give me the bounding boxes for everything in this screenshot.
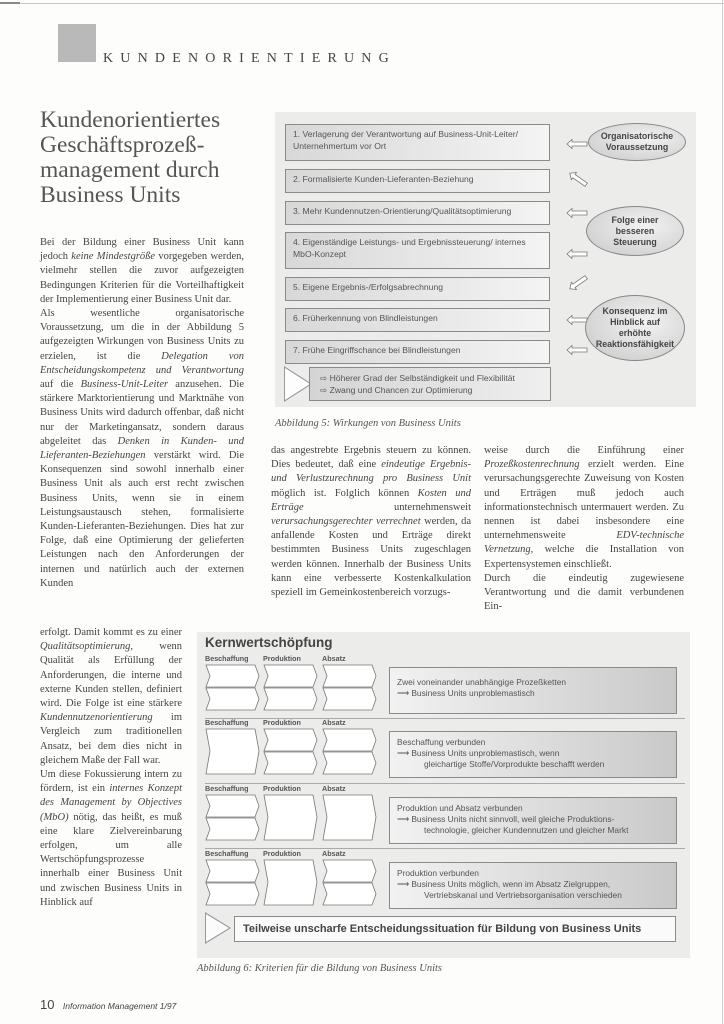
- magazine-name: Information Management 1/97: [62, 1001, 177, 1011]
- arrow-left-icon: [566, 139, 588, 149]
- criteria-description: [389, 862, 677, 909]
- stage-label: Absatz: [322, 784, 346, 793]
- title-line: Kundenorientiertes: [40, 107, 221, 133]
- figure-6-caption: Abbildung 6: Kriterien für die Bildung von Business Units: [197, 963, 442, 974]
- criteria-line: ⟶ Business Units unproblemastisch: [397, 688, 535, 698]
- long-arrow-icon: ⟶: [397, 879, 412, 889]
- criteria-description: [389, 731, 677, 778]
- criteria-line: gleichartige Stoffe/Vorprodukte beschafft werden: [424, 759, 605, 769]
- stage-label: Beschaffung: [205, 718, 249, 727]
- paragraph: Um diese Fokussierung intern zu fördern, ist ein internes Konzept des Management by Objectives (MbO) nötig, das heißt, es muß eine klare Zielvereinbarung erfolgen, um alle Wertschöpfungsprozesse innerhalb einer Business Unit und zwischen Business Units in Hinblick auf: [40, 769, 182, 908]
- arrow-diagonal-icon: [566, 169, 590, 190]
- ellipse-folge-steuerung: Folge einer besseren Steuerung: [586, 206, 684, 256]
- process-chain-chevrons: [205, 728, 380, 776]
- page-footer: [40, 996, 176, 1014]
- effect-item-2: 2. Formalisierte Kunden-Lieferanten-Beziehung: [285, 169, 550, 193]
- criteria-line: technologie, gleicher Kundennutzen und gleicher Markt: [424, 825, 629, 835]
- criteria-row-1: [197, 654, 690, 714]
- column-3: [484, 444, 684, 614]
- effect-conclusion: [309, 367, 551, 401]
- top-rule: [0, 3, 724, 4]
- paragraph: Durch die eindeutig zugewiesene Verantwortung und die damit verbundenen Ein-: [484, 572, 684, 613]
- effect-item-3: 3. Mehr Kundennutzen-Orientierung/Qualitätsoptimierung: [285, 201, 550, 225]
- stage-label: Produktion: [263, 849, 301, 858]
- paragraph: das angestrebte Ergebnis steuern zu können. Dies bedeutet, daß eine eindeutige Ergebnis- und Verlustzurechnung pro Business Unit möglich ist. Folglich können Kosten und Erträge unternehmensweit verursachungsgerechter verrechnet werden, da anfallende Kosten und Erträge direkt bestimmten Business Units zugeschlagen werden können. Innerhalb der Business Units kann eine verbesserte Kostenkalkulation speziell im Gemeinkostenbereich vorzugs-: [271, 445, 472, 599]
- criteria-line: ⟶ Business Units unproblemastisch, wenn: [397, 748, 560, 758]
- long-arrow-icon: ⟶: [397, 688, 412, 698]
- arrow-left-icon: [566, 345, 588, 355]
- criteria-row-3: [197, 784, 690, 846]
- criteria-head: Beschaffung verbunden: [397, 737, 486, 747]
- figure-5-caption: Abbildung 5: Wirkungen von Business Units: [275, 418, 461, 429]
- title-line: Business Units: [40, 182, 181, 208]
- section-marker: [58, 24, 96, 62]
- effect-item-6: 6. Früherkennung von Blindleistungen: [285, 308, 550, 332]
- column-2: [271, 444, 471, 600]
- criteria-line: Vertriebskanal und Vertriebsorganisation verschieden: [424, 890, 622, 900]
- stage-label: Beschaffung: [205, 849, 249, 858]
- article-title: [40, 108, 270, 208]
- effect-item-4: 4. Eigenständige Leistungs- und Ergebnissteuerung/ internes MbO-Konzept: [285, 232, 550, 269]
- stage-label: Absatz: [322, 849, 346, 858]
- figure-6: [197, 632, 690, 958]
- stage-label: Produktion: [263, 784, 301, 793]
- triangle-pointer-inner: [206, 914, 229, 942]
- effect-item-1: 1. Verlagerung der Verantwortung auf Business-Unit-Leiter/ Unternehmertum vor Ort: [285, 124, 550, 161]
- conclusion-line: ⇨ Zwang und Chancen zur Optimierung: [320, 385, 473, 395]
- effect-item-5: 5. Eigene Ergebnis-/Erfolgsabrechnung: [285, 277, 550, 301]
- process-chain-chevrons: [205, 794, 380, 842]
- arrow-diagonal-icon: [566, 273, 590, 294]
- arrow-left-icon: [566, 208, 588, 218]
- triangle-pointer-inner: [285, 368, 310, 400]
- title-line: management durch: [40, 157, 220, 183]
- section-label: KUNDENORIENTIERUNG: [103, 51, 396, 66]
- arrow-left-icon: [566, 249, 588, 259]
- criteria-conclusion: Teilweise unscharfe Entscheidungssituation für Bildung von Business Units: [234, 916, 676, 942]
- stage-label: Absatz: [322, 718, 346, 727]
- criteria-line: ⟶ Business Units nicht sinnvoll, weil gleiche Produktions-: [397, 814, 615, 824]
- criteria-row-2: [197, 718, 690, 780]
- paragraph: weise durch die Einführung einer Prozeßkostenrechnung erzielt werden. Eine verursachungsgerechte Zuweisung von Kosten und Erträgen muß jedoch auch informationstechnisch untermauert werden. Zu nennen ist dabei insbesondere eine unternehmensweite EDV-technische Vernetzung, welche die Installation von Expertensystemen einschließt.: [484, 445, 684, 570]
- page-number: 10: [40, 997, 55, 1012]
- long-arrow-icon: ⟶: [397, 748, 412, 758]
- criteria-description: [389, 797, 677, 844]
- stage-label: Absatz: [322, 654, 346, 663]
- criteria-head: Produktion und Absatz verbunden: [397, 803, 523, 813]
- column-1-upper: [40, 236, 244, 591]
- paragraph: Bei der Bildung einer Business Unit kann jedoch keine Mindestgröße vorgegeben werden, vielmehr stellen die zuvor aufgezeigten Bedingungen Kriterien für die Vorteilhaftigkeit der Implementierung einer Business Unit dar.: [40, 237, 244, 305]
- page-edge: [722, 0, 723, 1024]
- figure-6-title: Kernwertschöpfung: [205, 635, 333, 650]
- long-arrow-icon: ⟶: [397, 814, 412, 824]
- figure-5: [275, 112, 696, 407]
- criteria-line: ⟶ Business Units möglich, wenn im Absatz Zielgruppen,: [397, 879, 611, 889]
- paragraph: Als wesentliche organisatorische Voraussetzung, um die in der Abbildung 5 aufgezeigten Wirkungen von Business Units zu erzielen, ist die Delegation von Entscheidungskompetenz und Verantwortung auf die Business-Unit-Leiter anzusehen. Die stärkere Marktorientierung und Marktnähe von Business Units wird dadurch offenbar, daß nicht nur der Marketingansatz, sondern daraus abgeleitet das Denken in Kunden- und Lieferanten-Beziehungen verstärkt wird. Die Konsequenzen sind sowohl innerhalb einer Business Unit als auch erst recht zwischen Business Units, wenn sie in einem Leistungsaustausch stehen, formalisierte Kunden-Lieferanten-Beziehungen. Dies hat zur Folge, daß eine Optimierung der gelieferten Leistungen nach den Anforderungen der internen und natürlich auch der externen Kunden: [40, 308, 244, 589]
- effect-item-7: 7. Frühe Eingriffschance bei Blindleistungen: [285, 340, 550, 364]
- criteria-description: [389, 667, 677, 714]
- criteria-row-4: [197, 849, 690, 911]
- column-1-lower: [40, 626, 182, 910]
- ellipse-organisatorische-voraussetzung: Organisatorische Voraussetzung: [588, 123, 686, 161]
- stage-label: Beschaffung: [205, 784, 249, 793]
- stage-label: Produktion: [263, 718, 301, 727]
- process-chain-chevrons: [205, 859, 380, 907]
- criteria-head: Produktion verbunden: [397, 868, 479, 878]
- title-line: Geschäftsprozeß-: [40, 132, 205, 158]
- stage-label: Produktion: [263, 654, 301, 663]
- criteria-head: Zwei voneinander unabhängige Prozeßketten: [397, 677, 567, 687]
- ellipse-konsequenz: Konsequenz im Hinblick auf erhöhte Reaktionsfähigkeit: [585, 295, 685, 361]
- process-chain-chevrons: [205, 664, 380, 712]
- conclusion-line: ⇨ Höherer Grad der Selbständigkeit und Flexibilität: [320, 373, 515, 383]
- stage-label: Beschaffung: [205, 654, 249, 663]
- paragraph: erfolgt. Damit kommt es zu einer Qualitätsoptimierung, wenn Qualität als Erfüllung der Anforderungen, die interne und externe Kunden stellen, definiert wird. Die Folge ist eine stärkere Kundennutzenorientierung im Vergleich zum traditionellen Ansatz, bei dem dies nicht in gleichem Maße der Fall war.: [40, 627, 182, 766]
- top-mark: [0, 2, 20, 4]
